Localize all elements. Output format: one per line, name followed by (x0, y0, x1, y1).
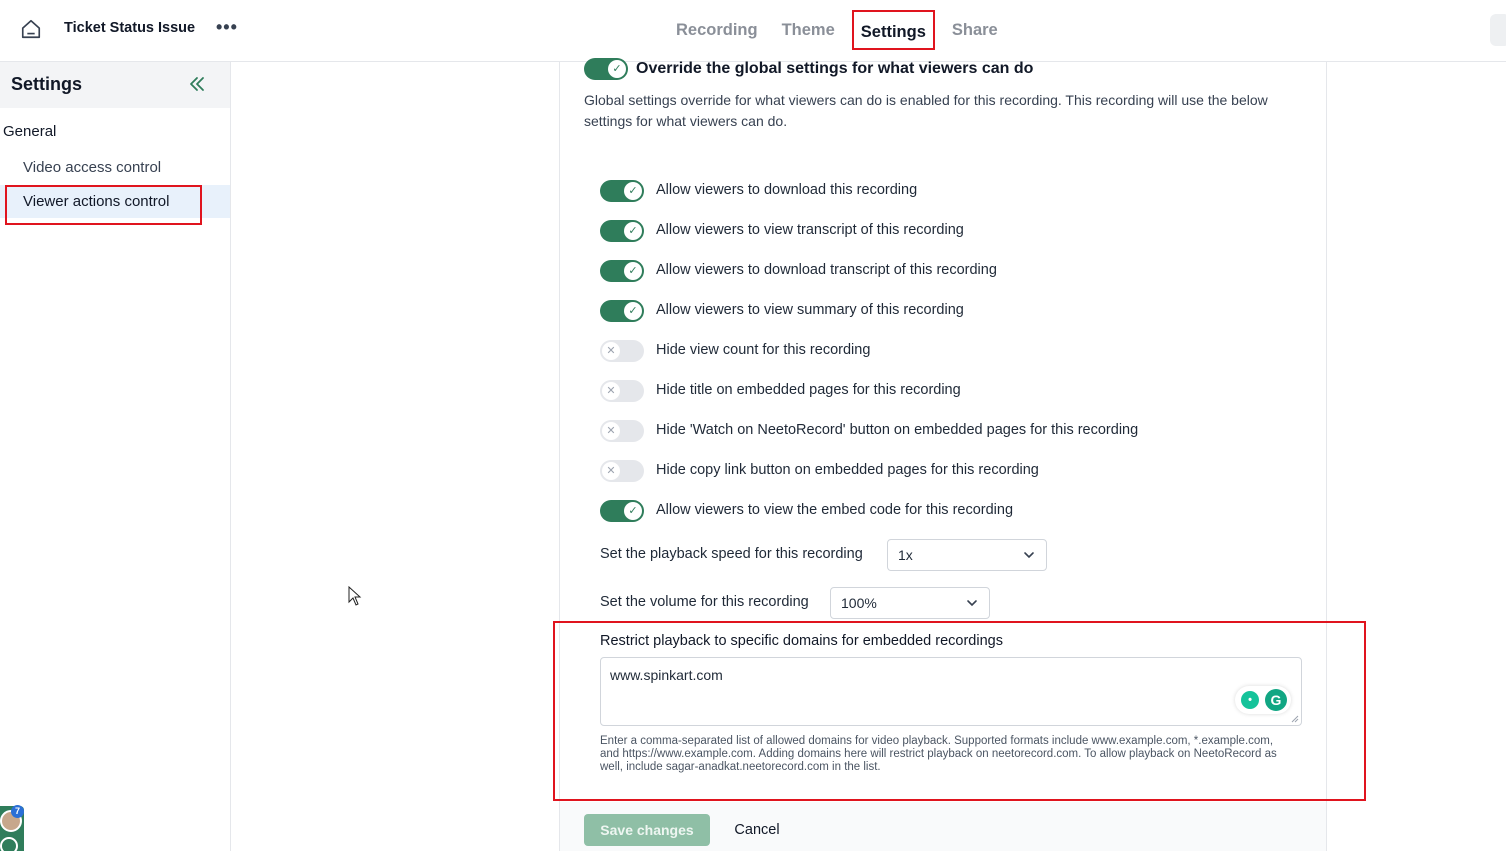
tab-share[interactable]: Share (951, 21, 998, 39)
setting-label: Hide view count for this recording (656, 342, 871, 358)
x-icon: ✕ (602, 422, 620, 440)
override-description: Global settings override for what viewers can do is enabled for this recording. This recording will use the below settings for what viewers can do. (584, 92, 1268, 129)
toggle-view-transcript[interactable] (600, 220, 644, 242)
tab-theme[interactable]: Theme (781, 21, 835, 39)
check-icon: ✓ (608, 60, 626, 78)
chevron-down-icon (1022, 548, 1036, 562)
setting-label: Hide copy link button on embedded pages for this recording (656, 462, 1039, 478)
toggle-hide-title-embedded[interactable] (600, 380, 644, 402)
toggle-view-summary[interactable] (600, 300, 644, 322)
override-toggle[interactable] (584, 58, 628, 80)
toggle-hide-watch-button[interactable] (600, 420, 644, 442)
toggle-download-recording[interactable] (600, 180, 644, 202)
x-icon: ✕ (602, 342, 620, 360)
x-icon: ✕ (602, 382, 620, 400)
sidebar-title: Settings (11, 74, 83, 94)
tab-bar (664, 10, 1010, 50)
volume-value: 100% (841, 595, 877, 611)
top-bar (0, 0, 1506, 62)
home-icon[interactable] (20, 18, 42, 40)
notification-badge: 7 (11, 805, 24, 818)
check-icon: ✓ (624, 502, 642, 520)
x-icon: ✕ (602, 462, 620, 480)
volume-label: Set the volume for this recording (600, 594, 809, 610)
override-title: Override the global settings for what viewers can do (636, 60, 1034, 77)
mouse-cursor-icon (348, 586, 362, 606)
help-icon[interactable] (0, 837, 18, 851)
check-icon: ✓ (624, 302, 642, 320)
restrict-highlight-box (553, 621, 1366, 801)
playback-speed-label: Set the playback speed for this recording (600, 546, 863, 562)
tab-settings[interactable]: Settings (852, 10, 935, 50)
chevron-down-icon (965, 596, 979, 610)
sidebar-item-viewer-actions-control[interactable]: Viewer actions control (23, 193, 170, 210)
recording-title: Ticket Status Issue (64, 20, 196, 36)
settings-sidebar (0, 62, 231, 851)
setting-label: Allow viewers to view summary of this recording (656, 302, 964, 318)
toggle-hide-copy-link[interactable] (600, 460, 644, 482)
sidebar-item-video-access-control[interactable]: Video access control (23, 159, 162, 176)
toggle-view-embed-code[interactable] (600, 500, 644, 522)
sidebar-group-general: General (3, 123, 57, 140)
tab-recording[interactable]: Recording (676, 21, 758, 39)
restrict-domains-label: Restrict playback to specific domains for embedded recordings (600, 633, 1003, 649)
playback-speed-value: 1x (898, 547, 913, 563)
check-icon: ✓ (624, 182, 642, 200)
sidebar-header (0, 62, 230, 108)
save-changes-button[interactable]: Save changes (584, 814, 710, 846)
more-horizontal-icon[interactable]: ••• (216, 17, 238, 37)
setting-label: Allow viewers to view the embed code for this recording (656, 502, 1014, 518)
chevrons-left-icon[interactable] (188, 75, 206, 93)
setting-label: Allow viewers to view transcript of this recording (656, 222, 964, 238)
setting-label: Allow viewers to download this recording (656, 182, 918, 198)
setting-label: Hide 'Watch on NeetoRecord' button on embedded pages for this recording (656, 422, 1139, 438)
restrict-domains-value: www.spinkart.com (610, 667, 723, 683)
setting-label: Hide title on embedded pages for this recording (656, 382, 961, 398)
setting-label: Allow viewers to download transcript of this recording (656, 262, 997, 278)
restrict-domains-help: Enter a comma-separated list of allowed domains for video playback. Supported formats include www.example.com, *.example.com, and https://www.example.com. Adding domains here will restrict playback on neetorecord.com. To allow playback on NeetoRecord as well, include sagar-anadkat.neetorecord.com in the list. (600, 735, 1277, 773)
toggle-download-transcript[interactable] (600, 260, 644, 282)
grammarly-logo-icon[interactable]: G (1265, 689, 1287, 711)
volume-select[interactable] (830, 587, 990, 619)
cancel-button[interactable]: Cancel (734, 822, 780, 838)
lightbulb-icon[interactable]: • (1241, 691, 1259, 709)
sidebar-highlight-box (5, 185, 202, 225)
playback-speed-select[interactable] (887, 539, 1047, 571)
check-icon: ✓ (624, 262, 642, 280)
toggle-hide-view-count[interactable] (600, 340, 644, 362)
topbar-right-button[interactable] (1490, 14, 1506, 46)
check-icon: ✓ (624, 222, 642, 240)
